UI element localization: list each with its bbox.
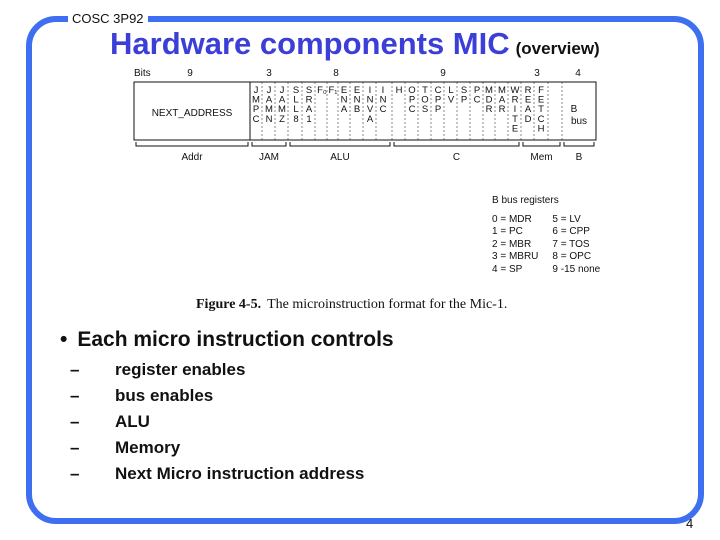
course-label: COSC 3P92	[68, 11, 148, 27]
field-bit-label: A	[305, 104, 313, 116]
field-bit-label: R	[498, 104, 506, 116]
dash-icon: –	[70, 464, 80, 483]
field-bit-label: N	[366, 94, 374, 106]
field-bit-label: R	[511, 94, 519, 106]
sub-bullet	[70, 464, 364, 490]
bbus-entry: 5 = LV	[552, 213, 581, 225]
field-bit-label: J	[253, 85, 259, 96]
field-bit-label: N	[340, 94, 348, 106]
sub-bullet	[70, 438, 364, 464]
field-bit-label: P	[252, 104, 260, 116]
bbus-registers	[492, 195, 600, 276]
bbus-entry: 3 = MBRU	[492, 251, 539, 262]
dash-icon: –	[70, 360, 80, 379]
field-bit-label: A	[524, 104, 532, 116]
field-bit-label: N	[379, 94, 387, 106]
group-label: Addr	[181, 152, 203, 163]
sub-bullet-text: Next Micro instruction address	[115, 464, 365, 483]
field-bit-label: S	[305, 85, 313, 96]
group-label: B	[575, 152, 583, 163]
field-bit-label: A	[498, 94, 506, 106]
group-bracket	[290, 142, 390, 146]
group-bracket	[136, 142, 248, 146]
title-main: Hardware components MIC	[110, 26, 510, 61]
bit-width-label: 8	[333, 68, 339, 79]
field-bit-label: F	[538, 85, 544, 96]
field-bit-label: O	[408, 85, 416, 96]
figure-caption	[196, 297, 507, 313]
field-bit-label: A	[278, 94, 286, 106]
field-bit-label: C	[408, 104, 416, 116]
field-bit-label: O	[421, 94, 429, 106]
field-bit-label: A	[265, 94, 273, 106]
group-label: C	[452, 152, 461, 163]
field-bit-label: M	[485, 85, 493, 96]
field-bit-label: N	[265, 113, 273, 125]
field-bit-label: S	[421, 104, 429, 116]
field-bit-label: R	[524, 85, 532, 96]
bit-width-label: 9	[440, 68, 446, 79]
field-bit-label: E	[340, 85, 348, 96]
group-bracket	[394, 142, 519, 146]
field-bit-label: M	[498, 85, 506, 96]
bit-width-label: 4	[575, 68, 581, 79]
field-bit-label: L	[293, 94, 299, 106]
bbus-left-col	[492, 214, 538, 277]
field-bit-label: M	[278, 104, 286, 116]
field-bit-label: D	[485, 94, 493, 106]
field-bit-label: P	[434, 104, 442, 116]
field-bit-label: Z	[279, 113, 285, 125]
field-bit-label: B	[353, 104, 361, 116]
bbus-right-col	[552, 214, 600, 277]
field-bit-label: L	[293, 104, 299, 116]
field-bit-label: D	[524, 113, 532, 125]
bits-label: Bits	[134, 68, 151, 79]
field-bit-label: I	[368, 85, 372, 96]
sub-bullet-list	[70, 360, 364, 490]
field-bit-label: R	[485, 104, 493, 116]
field-bit-label: F₁	[328, 85, 338, 96]
bbus-header: B bus registers	[492, 195, 559, 206]
group-label: JAM	[259, 152, 279, 163]
field-bit-label: S	[292, 85, 300, 96]
group-label: Mem	[530, 152, 553, 163]
field-bit-label: T	[538, 104, 544, 116]
bbus-entry: 9 -15 none	[552, 263, 601, 275]
main-bullet	[60, 328, 394, 352]
field-bit-label: A	[366, 113, 374, 125]
field-bit-label: P	[460, 94, 468, 106]
field-bit-label: M	[252, 94, 260, 106]
field-bit-label: V	[366, 104, 374, 116]
field-bit-label: C	[434, 85, 442, 96]
bit-width-label: 3	[266, 68, 272, 79]
field-bit-label: E	[353, 85, 361, 96]
sub-bullet-text: bus enables	[115, 386, 214, 405]
field-bit-label: E	[537, 94, 545, 106]
dash-icon: –	[70, 438, 80, 457]
title-sub: (overview)	[515, 39, 600, 58]
field-bit-label: W	[510, 85, 520, 96]
field-bit-label: J	[279, 85, 285, 96]
bit-width-label: 3	[534, 68, 540, 79]
field-bit-label: 1	[306, 113, 312, 125]
field-bit-label: T	[512, 113, 518, 125]
bbus-entry: 0 = MDR	[492, 213, 532, 225]
main-bullet-text: Each micro instruction controls	[77, 328, 394, 351]
bbus-entry: 1 = PC	[492, 226, 523, 237]
bbus-entry: 2 = MBR	[492, 238, 532, 250]
sub-bullet	[70, 386, 364, 412]
sub-bullet-text: Memory	[115, 438, 181, 457]
dash-icon: –	[70, 386, 80, 405]
field-bit-label: I	[381, 85, 385, 96]
bbus-entry: 4 = SP	[492, 263, 523, 275]
sub-bullet-text: ALU	[115, 412, 150, 431]
dash-icon: –	[70, 412, 80, 431]
field-bit-label: 8	[293, 113, 299, 125]
field-bit-label: P	[434, 94, 442, 106]
bullet-icon: •	[60, 328, 68, 351]
field-bit-label: C	[473, 94, 481, 106]
sub-bullet-text: register enables	[115, 360, 246, 379]
bbus-entry: 6 = CPP	[552, 226, 590, 237]
group-label: ALU	[330, 152, 350, 163]
field-bit-label: C	[379, 104, 387, 116]
field-bit-label: J	[266, 85, 272, 96]
field-bit-label: T	[422, 85, 428, 96]
field-bit-label: L	[448, 85, 454, 96]
group-bracket	[564, 142, 594, 146]
bbus-entry: 8 = OPC	[552, 251, 592, 262]
field-bit-label: E	[524, 94, 532, 106]
bbus-entry: 7 = TOS	[552, 238, 590, 250]
field-bit-label: P	[408, 94, 416, 106]
bbus-field-label: bus	[570, 116, 588, 127]
field-bit-label: F₀	[317, 85, 327, 96]
field-bit-label: A	[340, 104, 348, 116]
sub-bullet	[70, 360, 364, 386]
bit-width-label: 9	[187, 68, 193, 79]
field-bit-label: C	[537, 113, 545, 125]
caption-label: Figure 4-5.	[196, 297, 262, 312]
field-bit-label: I	[513, 104, 517, 116]
field-bit-label: M	[265, 104, 273, 116]
sub-bullet	[70, 412, 364, 438]
page-number: 4	[686, 516, 694, 531]
group-bracket	[523, 142, 560, 146]
field-bit-label: V	[447, 94, 455, 106]
field-bit-label: H	[395, 85, 403, 96]
caption-text: The microinstruction format for the Mic-1.	[267, 297, 508, 312]
bbus-field-label: B	[570, 104, 578, 115]
field-bit-label: P	[473, 85, 481, 96]
field-bit-label: E	[511, 123, 519, 135]
microinstruction-figure	[130, 62, 610, 322]
field-bit-label: H	[537, 123, 545, 135]
field-bit-label: S	[460, 85, 468, 96]
group-bracket	[252, 142, 286, 146]
field-bit-label: R	[305, 94, 313, 106]
field-bit-label: N	[353, 94, 361, 106]
field-bit-label: C	[252, 113, 260, 125]
next-address-label: NEXT_ADDRESS	[151, 108, 233, 119]
